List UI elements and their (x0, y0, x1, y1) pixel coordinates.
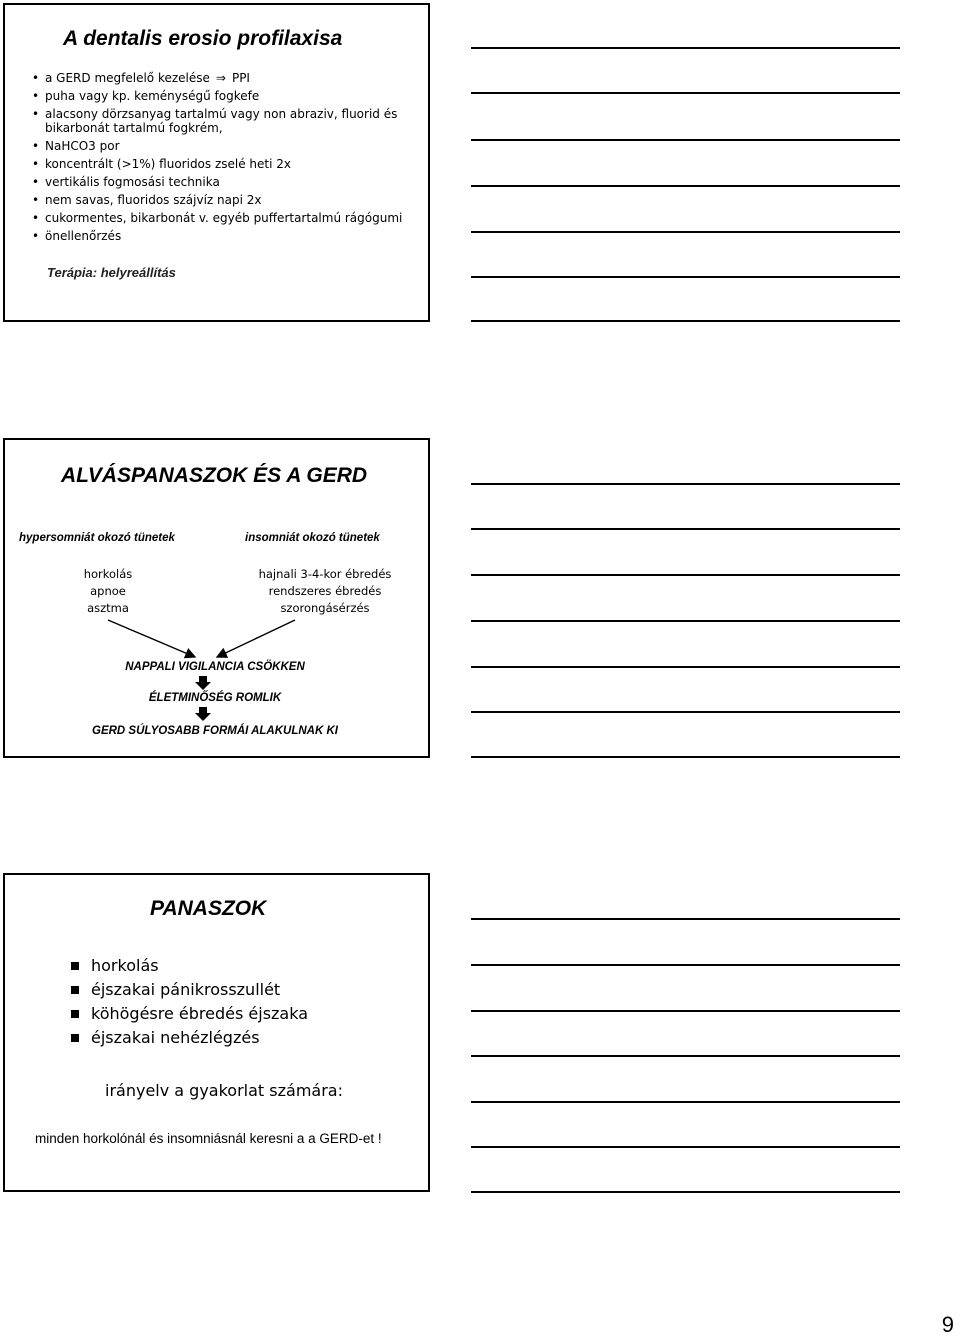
therapy-note: Terápia: helyreállítás (47, 265, 176, 280)
complaint-list (71, 954, 308, 1050)
note-line (471, 918, 900, 920)
note-line (471, 185, 900, 187)
note-line (471, 92, 900, 94)
list-item: • nem savas, fluoridos szájvíz napi 2x (31, 193, 411, 207)
guideline-heading: irányelv a gyakorlat számára: (105, 1081, 343, 1100)
list-item: • cukormentes, bikarbonát v. egyéb puffertartalmú rágógumi (31, 211, 411, 225)
note-line (471, 320, 900, 322)
hypersomnia-heading: hypersomniát okozó tünetek (19, 532, 175, 544)
symptom-item: horkolás (83, 567, 133, 581)
symptom-item: hajnali 3-4-kor ébredés (258, 567, 392, 581)
down-arrow-icon (195, 676, 211, 690)
note-line (471, 528, 900, 530)
consequence-step: GERD SÚLYOSABB FORMÁI ALAKULNAK KI (92, 725, 338, 737)
slide-complaints (3, 873, 430, 1192)
note-line (471, 1146, 900, 1148)
note-line (471, 1010, 900, 1012)
consequence-step: ÉLETMINŐSÉG ROMLIK (148, 692, 282, 704)
slide-sleep-gerd (3, 438, 430, 758)
note-line (471, 756, 900, 758)
note-line (471, 276, 900, 278)
list-item: • a GERD megfelelő kezelése ⇒ PPI (31, 71, 411, 85)
list-item: köhögésre ébredés éjszaka (71, 1002, 308, 1026)
right-arrow-icon (217, 620, 295, 657)
slide-title: ALVÁSPANASZOK ÉS A GERD (61, 464, 368, 487)
note-line (471, 47, 900, 49)
left-arrow-icon (108, 620, 195, 657)
note-line (471, 1055, 900, 1057)
list-item: • alacsony dörzsanyag tartalmú vagy non abraziv, fluorid és bikarbonát tartalmú fogkrém, (31, 107, 411, 135)
consequence-step: NAPPALI VIGILANCIA CSÖKKEN (125, 661, 305, 673)
note-line (471, 620, 900, 622)
symptom-item: rendszeres ébredés (268, 584, 382, 598)
slide-title: PANASZOK (150, 897, 267, 920)
list-item: • puha vagy kp. keménységű fogkefe (31, 89, 411, 103)
list-item: éjszakai pánikrosszullét (71, 978, 308, 1002)
note-line (471, 964, 900, 966)
symptom-item: asztma (87, 601, 129, 615)
note-line (471, 139, 900, 141)
note-line (471, 711, 900, 713)
note-line (471, 1101, 900, 1103)
list-item: • önellenőrzés (31, 229, 411, 243)
list-item: • koncentrált (>1%) fluoridos zselé heti 2x (31, 157, 411, 171)
insomnia-heading: insomniát okozó tünetek (245, 532, 380, 544)
converging-arrows (5, 440, 428, 756)
list-item: • NaHCO3 por (31, 139, 411, 153)
list-item: horkolás (71, 954, 308, 978)
guideline-text: minden horkolónál és insomniásnál keresni a a GERD-et ! (35, 1131, 382, 1146)
slide-erosio-prophylaxis (3, 3, 430, 322)
note-line (471, 483, 900, 485)
implies-arrow-icon: ⇒ (215, 71, 226, 85)
list-item: • vertikális fogmosási technika (31, 175, 411, 189)
note-line (471, 231, 900, 233)
down-arrow-icon (195, 707, 211, 721)
note-line (471, 666, 900, 668)
symptom-item: apnoe (90, 584, 126, 598)
page-number: 9 (941, 1312, 954, 1337)
slide-title: A dentalis erosio profilaxisa (63, 27, 343, 50)
note-line (471, 1191, 900, 1193)
note-line (471, 574, 900, 576)
symptom-item: szorongásérzés (280, 601, 370, 615)
list-item: éjszakai nehézlégzés (71, 1026, 308, 1050)
prophylaxis-list (31, 71, 411, 247)
